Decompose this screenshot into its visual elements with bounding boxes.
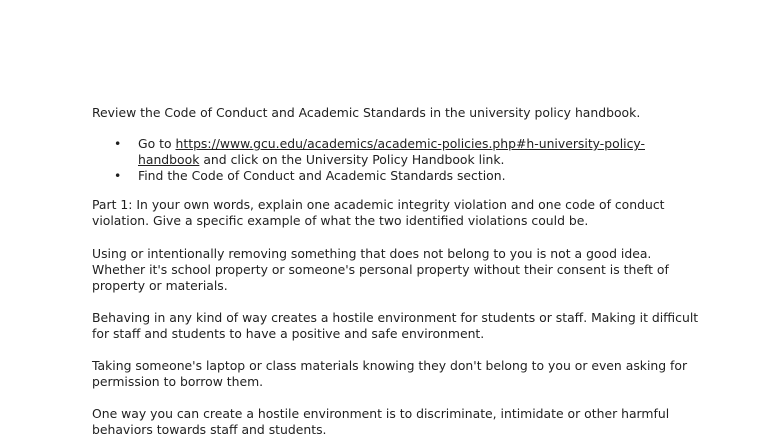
list-item xyxy=(92,136,712,168)
bullet-icon: • xyxy=(114,136,122,151)
policy-handbook-link-continued[interactable]: handbook xyxy=(138,152,200,167)
intro-text: Review the Code of Conduct and Academic Standards in the university policy handbook. xyxy=(92,105,641,120)
bullet-text: Find the Code of Conduct and Academic Standards section. xyxy=(138,168,506,183)
paragraph-part1-prompt xyxy=(92,197,712,229)
bullet-suffix: and click on the University Policy Handbook link. xyxy=(199,152,505,167)
paragraph-line: One way you can create a hostile environment is to discriminate, intimidate or other harmful xyxy=(92,406,670,421)
instructions-list xyxy=(92,136,712,184)
paragraph-line: Whether it's school property or someone's personal property without their consent is theft of xyxy=(92,262,669,277)
paragraph-line: for staff and students to have a positive and safe environment. xyxy=(92,326,485,341)
paragraph-line: violation. Give a specific example of what the two identified violations could be. xyxy=(92,213,589,228)
bullet-icon: • xyxy=(114,168,122,183)
list-item xyxy=(92,168,712,184)
paragraph-line: Taking someone's laptop or class materials knowing they don't belong to you or even asking for xyxy=(92,358,688,373)
paragraph-line: Behaving in any kind of way creates a hostile environment for students or staff. Making it difficult xyxy=(92,310,699,325)
bullet-prefix: Go to xyxy=(138,136,176,151)
paragraph-theft xyxy=(92,246,712,294)
paragraph-line: Part 1: In your own words, explain one academic integrity violation and one code of conduct xyxy=(92,197,665,212)
paragraph-line: permission to borrow them. xyxy=(92,374,264,389)
paragraph-hostile-behavior xyxy=(92,310,712,342)
paragraph-hostile-environment xyxy=(92,406,712,438)
paragraph-line: behaviors towards staff and students. xyxy=(92,422,327,437)
policy-handbook-link[interactable]: https://www.gcu.edu/academics/academic-policies.php#h-university-policy- xyxy=(175,136,645,151)
paragraph-laptop-example xyxy=(92,358,712,390)
bullet-line xyxy=(138,152,712,168)
paragraph-line: property or materials. xyxy=(92,278,228,293)
bullet-line xyxy=(138,136,712,152)
paragraph-line: Using or intentionally removing something that does not belong to you is not a good idea. xyxy=(92,246,652,261)
